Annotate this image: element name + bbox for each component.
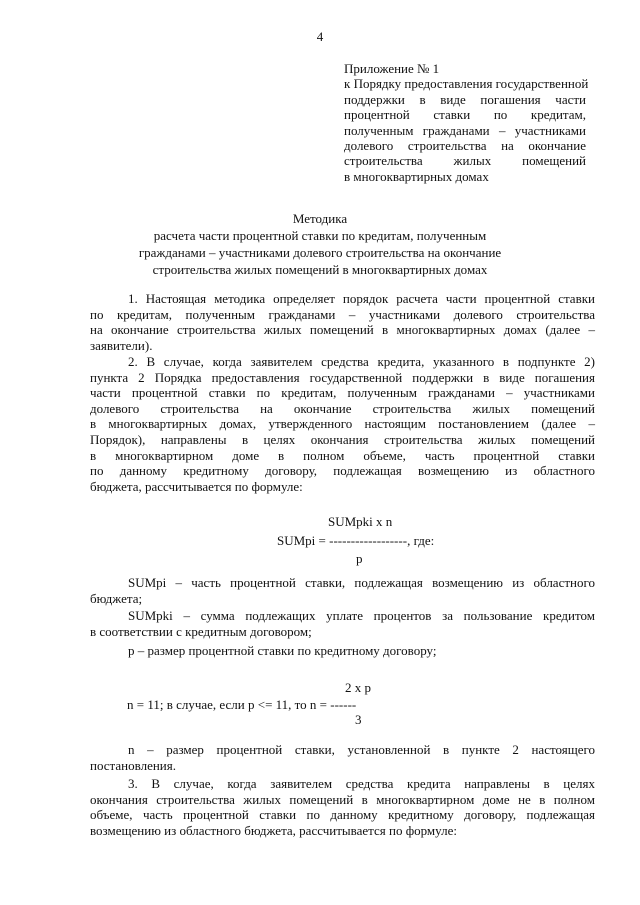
definition-line: SUMpki – сумма подлежащих уплате процентов за пользование кредитом	[128, 608, 595, 623]
appendix-line: поддержки в виде погашения части	[344, 91, 586, 107]
appendix-line: процентной ставки по кредитам,	[344, 107, 586, 123]
appendix-line: в многоквартирных домах	[344, 168, 489, 184]
definition-line: n – размер процентной ставки, установленной в пункте 2 настоящего	[128, 742, 595, 757]
appendix-line: строительства жилых помещений	[344, 153, 586, 169]
formula-1-numerator: SUMpki x n	[328, 514, 393, 529]
definition-n	[90, 742, 595, 773]
formula-2-numerator: 2 x p	[345, 680, 371, 695]
paragraph-line: пункта 2 Порядка предоставления государственной поддержки в виде погашения	[90, 369, 595, 385]
formula-1-line	[277, 533, 434, 549]
formula-1-denominator: p	[356, 551, 363, 566]
definition-line: SUMpi – часть процентной ставки, подлежащая возмещению из областного	[128, 575, 595, 590]
paragraph-line: долевого строительства на окончание строительства жилых помещений	[90, 400, 595, 416]
paragraph-line: бюджета, рассчитывается по формуле:	[90, 478, 303, 494]
paragraph-3	[90, 776, 595, 838]
methodology-subtitle-line: строительства жилых помещений в многоквартирных домах	[152, 262, 488, 277]
formula-2-denominator: 3	[355, 712, 362, 727]
formula-1-suffix: , где:	[407, 533, 435, 548]
appendix-title: Приложение № 1	[344, 61, 440, 76]
paragraph-line: по кредитам, полученным гражданами – участниками долевого строительства	[90, 306, 595, 322]
definition-p	[90, 643, 595, 659]
definition-sumpki	[90, 608, 595, 639]
paragraph-line: в многоквартирных домах, утвержденного настоящим постановлением (далее –	[90, 416, 595, 432]
methodology-subtitle-line: расчета части процентной ставки по кредитам, полученным	[153, 228, 487, 243]
paragraph-line: заявители).	[90, 337, 153, 353]
paragraph-line: в многоквартирном доме в полном объеме, часть процентной ставки	[90, 447, 595, 463]
paragraph-line: объеме, часть процентной ставки по данному кредитному договору, подлежащая	[90, 807, 595, 823]
paragraph-line: 2. В случае, когда заявителем средства кредита, указанного в подпункте 2)	[128, 354, 595, 369]
appendix-line: полученным гражданами – участниками	[344, 122, 586, 138]
formula-2-fraction-bar: ------	[330, 697, 357, 712]
paragraph-line: 3. В случае, когда заявителем средства кредита направлены в целях	[128, 776, 595, 791]
paragraph-line: возмещению из областного бюджета, рассчитывается по формуле:	[90, 822, 457, 838]
formula-2-line	[127, 697, 356, 713]
appendix-header	[344, 61, 589, 184]
definition-line: в соответствии с кредитным договором;	[90, 623, 312, 639]
paragraph-line: по данному кредитному договору, подлежащая возмещению из областного	[90, 463, 595, 479]
definition-line: постановления.	[90, 757, 176, 773]
definition-line: p – размер процентной ставки по кредитному договору;	[128, 643, 437, 658]
formula-1-fraction-bar: ------------------	[329, 533, 408, 548]
paragraph-line: окончания строительства жилых помещений в многоквартирном доме не в полном	[90, 791, 595, 807]
definition-line: бюджета;	[90, 590, 143, 606]
methodology-subtitle-line: гражданами – участниками долевого строительства на окончание	[138, 245, 502, 260]
paragraph-line: на окончание строительства жилых помещений в многоквартирных домах (далее –	[90, 322, 595, 338]
formula-2-lhs: n = 11; в случае, если p <= 11, то n =	[127, 697, 331, 712]
appendix-line: к Порядку предоставления государственной	[344, 76, 589, 92]
formula-1-lhs: SUMpi =	[277, 533, 330, 548]
methodology-title: Методика	[292, 211, 348, 226]
paragraph-line: Порядок), направлены в целях окончания строительства жилых помещений	[90, 431, 595, 447]
paragraph-1	[90, 291, 595, 353]
definition-sumpi	[90, 575, 595, 606]
paragraph-line: части процентной ставки по кредитам, полученным гражданами – участниками	[90, 385, 595, 401]
methodology-heading	[60, 210, 580, 278]
paragraph-line: 1. Настоящая методика определяет порядок расчета части процентной ставки	[128, 291, 595, 306]
appendix-line: долевого строительства на окончание	[344, 138, 586, 154]
paragraph-2	[90, 354, 595, 494]
page-number: 4	[316, 29, 324, 44]
